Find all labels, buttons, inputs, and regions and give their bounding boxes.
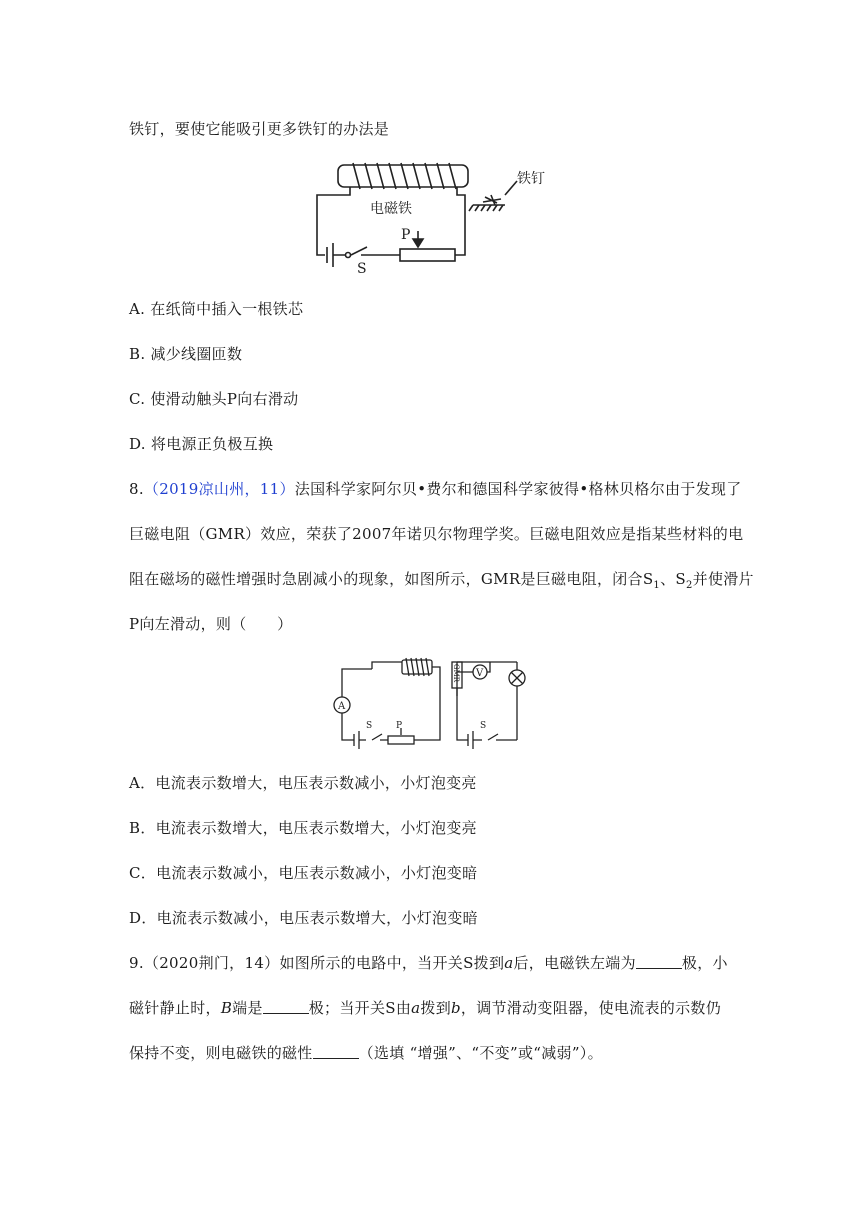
q7-option-d: D. 将电源正负极互换 [129, 435, 274, 453]
q8-option-c: C．电流表示数减小，电压表示数减小，小灯泡变暗 [129, 864, 478, 882]
q9-text-2a: 磁针静止时， [129, 999, 221, 1017]
q7-option-b: B. 减少线圈匝数 [129, 345, 243, 363]
var-a-2: a [411, 999, 421, 1017]
q9-line-1 [129, 952, 728, 973]
q9-text-2b: 端是 [232, 999, 263, 1017]
var-b: b [451, 999, 461, 1017]
answer-blank-2[interactable] [263, 999, 309, 1014]
var-a: a [504, 954, 514, 972]
q8-option-d: D．电流表示数减小，电压表示数增大，小灯泡变暗 [129, 909, 478, 927]
q8-text-3a: 阻在磁场的磁性增强时急剧减小的现象，如图所示，GMR是巨磁电阻，闭合S [129, 570, 654, 588]
q9-text-1c: 极，小 [681, 954, 728, 972]
q8-option-a: A．电流表示数增大，电压表示数减小，小灯泡变亮 [129, 774, 477, 792]
gmr-label: GMR [452, 664, 460, 683]
voltmeter-label: V [476, 668, 484, 679]
q8-line-3 [129, 568, 754, 591]
electromagnet-circuit-figure [305, 155, 565, 275]
q8-line-1 [129, 478, 742, 499]
q9-line-2 [129, 997, 721, 1018]
q8-option-b: B．电流表示数增大，电压表示数增大，小灯泡变亮 [129, 819, 477, 837]
answer-blank-3[interactable] [313, 1044, 359, 1059]
q8-source: （2019凉山州，11） [143, 480, 295, 498]
q9-text-2e: ，调节滑动变阻器，使电流表的示数仍 [460, 999, 722, 1017]
gmr-circuit-figure [330, 652, 540, 752]
s1-subscript: 1 [653, 580, 661, 591]
q9-text-3b: （选填 “增强”、“不变”或“减弱”）。 [358, 1044, 603, 1062]
q8-line-4: P向左滑动，则（ ） [129, 615, 293, 633]
slider-p-label: P [401, 227, 411, 243]
ammeter-label: A [338, 701, 346, 712]
s2-subscript: 2 [685, 580, 693, 591]
q9-text-3a: 保持不变，则电磁铁的磁性 [129, 1044, 313, 1062]
switch-s2-label: S [480, 721, 487, 731]
q8-text-sep: 、S [660, 570, 686, 588]
q7-option-c: C. 使滑动触头P向右滑动 [129, 390, 299, 408]
q8-number: 8. [129, 480, 144, 498]
q7-intro: 铁钉，要使它能吸引更多铁钉的办法是 [129, 120, 390, 138]
slider-p-label-2: P [396, 721, 403, 731]
q9-text-1a: 9.（2020荆门，14）如图所示的电路中，当开关S拨到 [129, 954, 505, 972]
q9-text-1b: 后，电磁铁左端为 [513, 954, 636, 972]
q8-text-3b: 并使滑片 [692, 570, 754, 588]
switch-s1-label: S [366, 721, 373, 731]
switch-s-label: S [357, 261, 367, 275]
q8-line-2: 巨磁电阻（GMR）效应，荣获了2007年诺贝尔物理学奖。巨磁电阻效应是指某些材料的电 [129, 525, 744, 543]
electromagnet-label: 电磁铁 [370, 201, 412, 217]
q9-text-2c: 极；当开关S由 [308, 999, 412, 1017]
answer-blank-1[interactable] [636, 954, 682, 969]
var-b-upper: B [220, 999, 233, 1017]
q7-option-a: A. 在纸筒中插入一根铁芯 [129, 300, 304, 318]
q8-text-1: 法国科学家阿尔贝•费尔和德国科学家彼得•格林贝格尔由于发现了 [294, 480, 742, 498]
q9-text-2d: 拨到 [420, 999, 451, 1017]
q9-line-3 [129, 1042, 603, 1063]
nail-label: 铁钉 [517, 171, 545, 187]
